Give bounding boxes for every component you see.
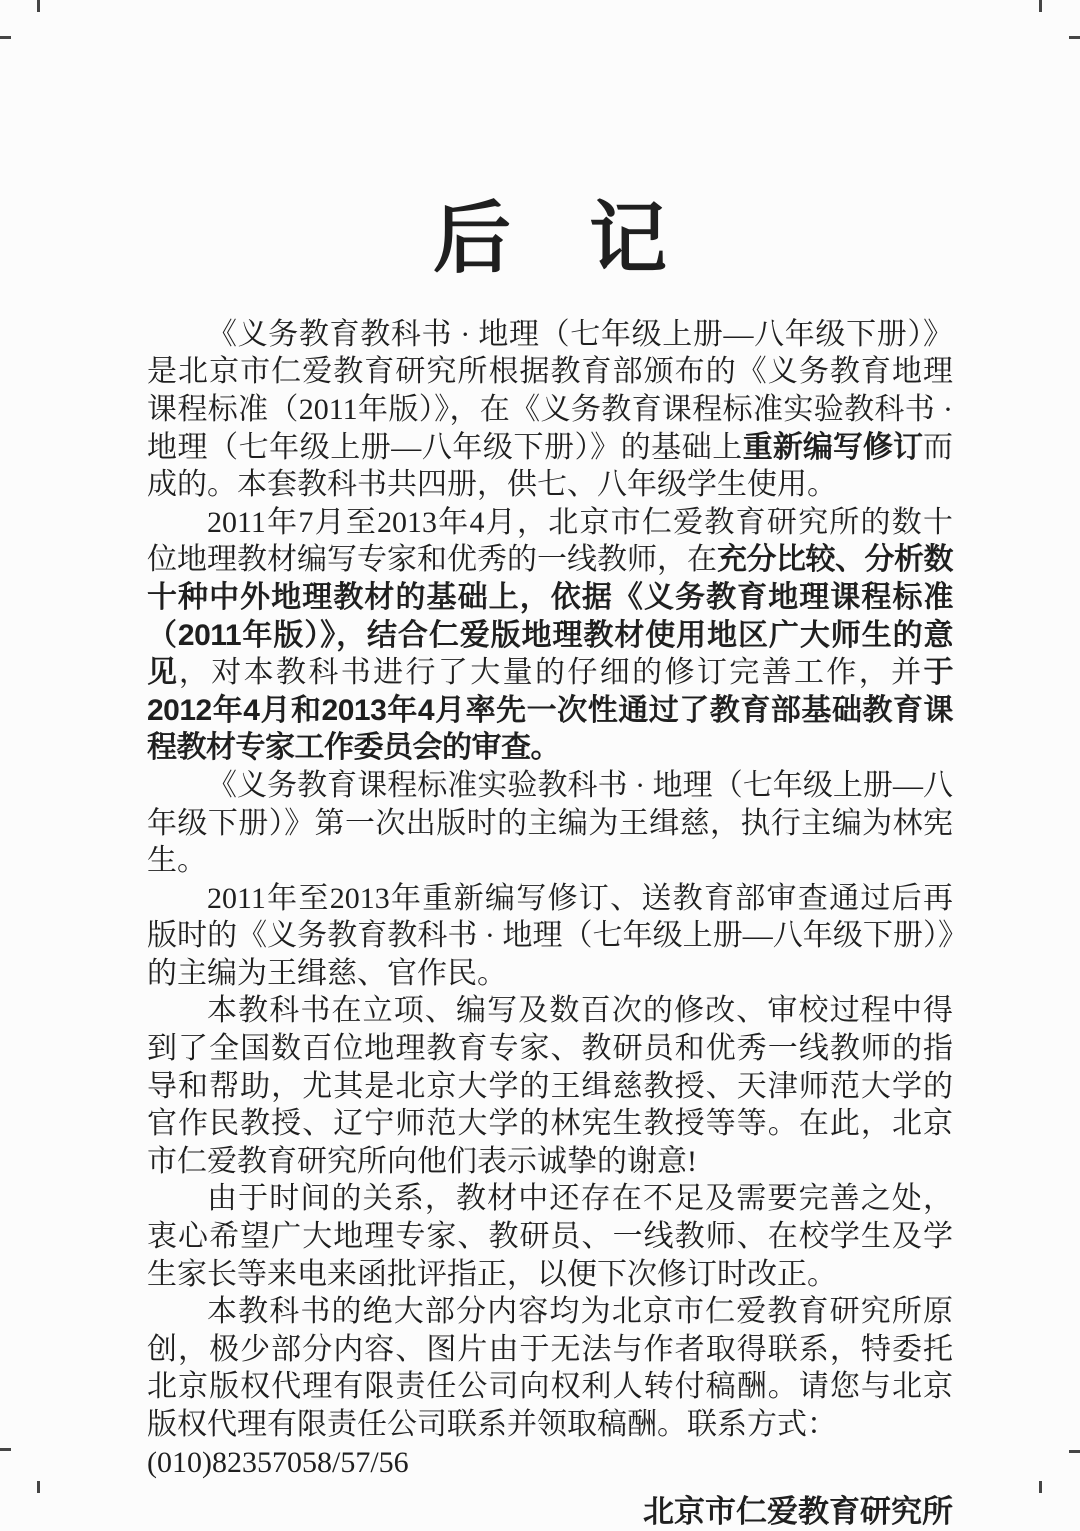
page-content bbox=[147, 0, 954, 1530]
para-revision-history bbox=[147, 504, 953, 767]
signature: 北京市仁爱教育研究所 bbox=[643, 1494, 953, 1530]
para-acknowledgements bbox=[147, 992, 953, 1180]
crop-mark-top-right-horizontal bbox=[1069, 36, 1080, 39]
crop-mark-bottom-right-vertical bbox=[1039, 1481, 1042, 1493]
text-segment: 本教科书在立项、编写及数百次的修改、审校过程中得到了全国数百位地理教育专家、教研员和优秀一线教师的指导和帮助，尤其是北京大学的王缉慈教授、天津师范大学的官作民教授、辽宁师范大学的林宪生教授等等。在此，北京市仁爱教育研究所向他们表示诚挚的谢意! bbox=[147, 994, 953, 1178]
text-segment: 本教科书的绝大部分内容均为北京市仁爱教育研究所原创，极少部分内容、图片由于无法与作者取得联系，特委托北京版权代理有限责任公司向权利人转付稿酬。请您与北京版权代理有限责任公司联系并领取稿酬。联系方式： bbox=[147, 1295, 953, 1442]
para-new-edition-editors bbox=[147, 880, 953, 993]
para-first-edition-editors bbox=[147, 767, 953, 880]
text-segment: 《义务教育教科书 · 地理（七年级上册—八年级下册）》是北京市仁爱教育研究所根据教育部颁布的《义务教育地理课程标准（2011年版）》，在《义务教育课程标准实验教科书 · 地理（七年级上册—八年级下册）》的基础上 bbox=[147, 317, 953, 464]
para-intro bbox=[147, 316, 953, 504]
text-segment: 由于时间的关系，教材中还存在不足及需要完善之处，衷心希望广大地理专家、教研员、一线教师、在校学生及学生家长等来电来函批评指正，以便下次修订时改正。 bbox=[147, 1182, 953, 1291]
crop-mark-bottom-right-horizontal bbox=[1069, 1450, 1080, 1453]
emphasized-text-segment: 重新编写修订 bbox=[742, 430, 924, 464]
page-title: 后 记 bbox=[432, 195, 667, 282]
text-segment: 而成的。本套教科书共四册，供七、八年级学生使用。 bbox=[147, 430, 954, 502]
crop-mark-bottom-left-horizontal bbox=[0, 1448, 11, 1451]
text-segment: 2011年至2013年重新编写修订、送教育部审查通过后再版时的《义务教育教科书 · 地理（七年级上册—八年级下册）》的主编为王缉慈、官作民。 bbox=[147, 881, 953, 990]
crop-mark-top-right-vertical bbox=[1039, 0, 1042, 12]
text-segment: ，对本教科书进行了大量的仔细的修订完善工作，并 bbox=[178, 656, 924, 690]
emphasized-text-segment: 于2012年4月和2013年4月率先一次性通过了教育部基础教育课程教材专家工作委员会的审查。 bbox=[147, 656, 953, 765]
emphasized-text-segment: 充分比较、分析数十种中外地理教材的基础上，依据《义务教育地理课程标准（2011年版）》，结合仁爱版地理教材使用地区广大师生的意见 bbox=[147, 543, 953, 690]
contact-phone bbox=[147, 1444, 953, 1482]
text-segment: 《义务教育课程标准实验教科书 · 地理（七年级上册—八年级下册）》第一次出版时的主编为王缉慈，执行主编为林宪生。 bbox=[147, 768, 953, 878]
body-paragraphs bbox=[147, 316, 953, 1481]
para-copyright bbox=[147, 1293, 953, 1443]
para-feedback-request bbox=[147, 1180, 953, 1293]
text-segment: 2011年7月至2013年4月，北京市仁爱教育研究所的数十位地理教材编写专家和优秀的一线教师，在 bbox=[147, 505, 953, 577]
crop-mark-bottom-left-vertical bbox=[37, 1481, 40, 1493]
crop-mark-top-left-horizontal bbox=[0, 36, 11, 39]
crop-mark-top-left-vertical bbox=[37, 0, 40, 12]
text-segment: (010)82357058/57/56 bbox=[147, 1445, 409, 1479]
